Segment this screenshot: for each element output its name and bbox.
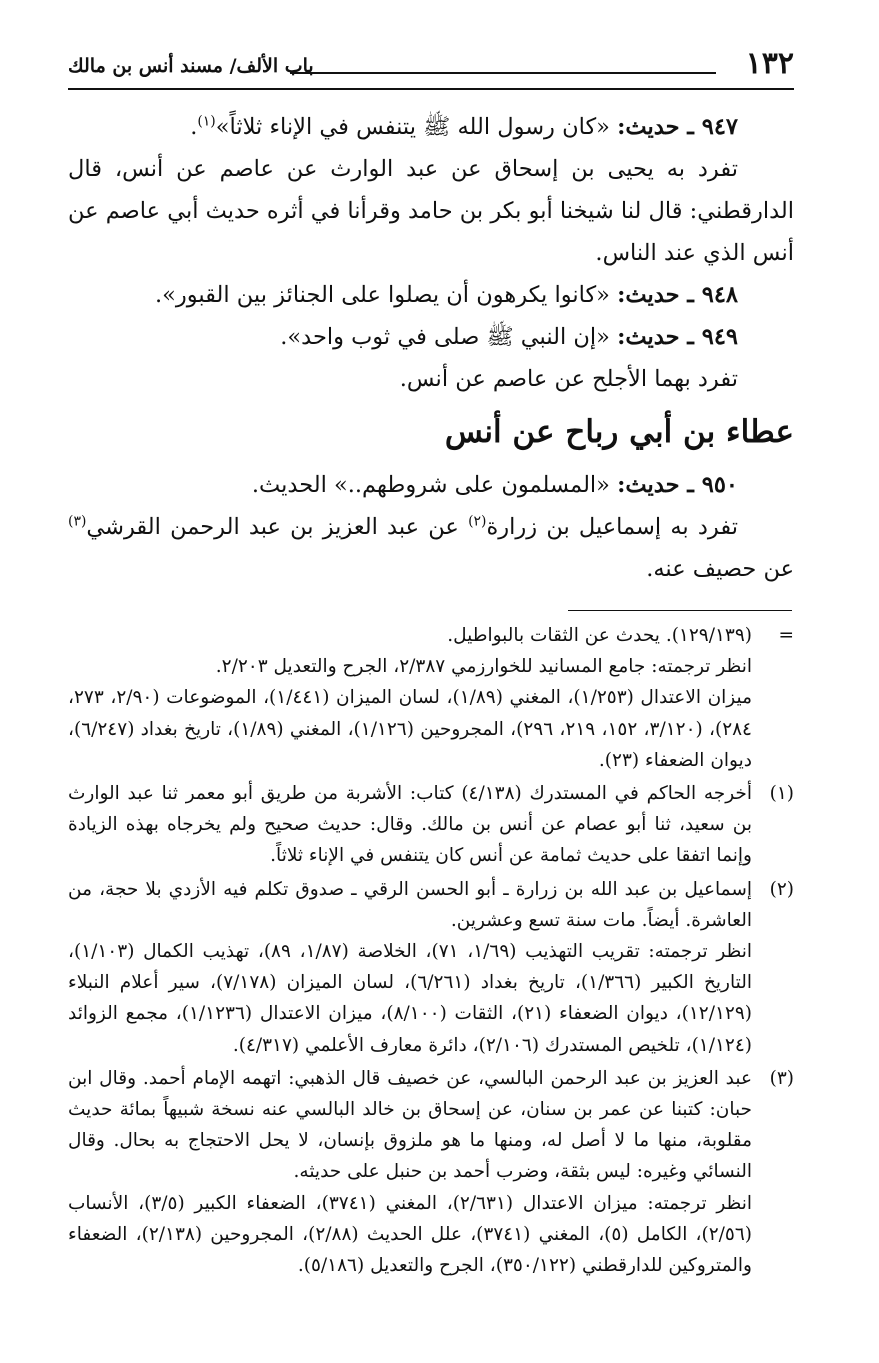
hadith-label: ٩٤٧ ـ حديث: (617, 114, 738, 140)
page-header (68, 44, 794, 92)
footnote-ref[interactable]: (٢) (468, 513, 487, 530)
footnote-mark: (١) (769, 783, 794, 805)
paragraph-947: تفرد به يحيى بن إسحاق عن عبد الوارث عن عاصم عن أنس، قال الدارقطني: قال لنا شيخنا أبو بكر بن حامد وقرأنا في أثره حديث أبي عاصم عن أنس الذي عند الناس. (68, 156, 794, 266)
footnote-3: (٣) عبد العزيز بن عبد الرحمن البالسي، عن خصيف قال الذهبي: اتهمه الإمام أحمد. وقال ابن حبان: كتبنا عن عمر بن سنان، عن إسحاق بن خالد البالسي عنه نسخة شبيهاً بمائة حديث مقلوبة، منها ما لا أصل له، ومنها ما هو ملزوق بإنسان، لا يحل الاحتجاج به بحال. وقال النسائي وغيره: ليس بثقة، وضرب أحمد بن حنبل على حديثه. انظر ترجمته: ميزان الاعتدال (٢/٦٣١)، المغني (٣٧٤١)، الضعفاء الكبير (٣/٥)، الأنساب (٢/٥٦)، الكامل (٥)، المغني (٣٧٤١)، علل الحديث (٢/٨٨)، المجروحين (٢/١٣٨)، الضعفاء والمتروكين للدارقطني (٣٥٠/١٢٢)، الجرح والتعديل (٥/١٨٦). (68, 1063, 794, 1281)
hadith-text: «إن النبي ﷺ صلى في ثوب واحد». (280, 324, 618, 350)
hadith-949 (68, 316, 794, 358)
footnote-mark: = (778, 625, 794, 646)
hadith-text: «كان رسول الله ﷺ يتنفس في الإناء ثلاثاً» (215, 114, 618, 140)
footnote-mark: (٣) (769, 1067, 794, 1089)
footnote-continuation: = (١٢٩/١٣٩). يحدث عن الثقات بالبواطيل. انظر ترجمته: جامع المسانيد للخوارزمي ٢/٣٨٧، الجرح والتعديل ٢/٢٠٣. ميزان الاعتدال (١/٢٥٣)، المغني (١/٨٩)، لسان الميزان (١/٤٤١)، الموضوعات (٢/٩٠، ٢٧٣، ٢٨٤)، (٣/١٢٠، ١٥٢، ٢١٩، ٢٩٦)، المجروحين (١/١٢٦)، المغني (١/٨٩)، تاريخ بغداد (٦/٢٤٧)، ديوان الضعفاء (٢٣). (68, 620, 794, 776)
page-number: ١٣٢ (745, 46, 794, 81)
hadith-950 (68, 464, 794, 506)
hadith-text: «كانوا يكرهون أن يصلوا على الجنائز بين القبور». (154, 282, 618, 308)
footnote-2: (٢) إسماعيل بن عبد الله بن زرارة ـ أبو الحسن الرقي ـ صدوق تكلم فيه الأزدي بلا حجة، من العاشرة. أيضاً. مات سنة تسع وعشرين. انظر ترجمته: تقريب التهذيب (١/٦٩، ٧١)، الخلاصة (١/٨٧، ٨٩)، تهذيب الكمال (١/١٠٣)، التاريخ الكبير (١/٣٦٦)، تاريخ بغداد (٦/٢٦١)، لسان الميزان (٧/١٧٨)، سير أعلام النبلاء (١٢/١٢٩)، ديوان الضعفاء (٢١)، الثقات (٨/١٠٠)، ميزان الاعتدال (١/١٢٣٦)، مجمع الزوائد (١/١٢٤)، تلخيص المستدرك (٢/١٠٦)، دائرة معارف الأعلمي (٤/٣١٧). (68, 874, 794, 1061)
header-rule (68, 88, 794, 90)
paragraph-950: تفرد به إسماعيل بن زرارة$^{(٢)}$ عن عبد العزيز بن عبد الرحمن القرشي$^{(٣)}$ عن حصيف عنه. (68, 513, 794, 582)
hadith-label: ٩٤٩ ـ حديث: (617, 324, 738, 350)
footnote-mark: (٢) (769, 878, 794, 900)
footnote-separator (568, 610, 792, 611)
hadith-label: ٩٥٠ ـ حديث: (617, 472, 738, 498)
hadith-text: «المسلمون على شروطهم..» الحديث. (251, 472, 618, 498)
paragraph-949: تفرد بهما الأجلح عن عاصم عن أنس. (399, 366, 738, 392)
running-title: باب الألف/ مسند أنس بن مالك (68, 55, 314, 77)
hadith-label: ٩٤٨ ـ حديث: (617, 282, 738, 308)
main-text (68, 106, 794, 590)
footnote-ref[interactable]: (٣) (68, 513, 87, 530)
footnote-1: (١) أخرجه الحاكم في المستدرك (٤/١٣٨) كتاب: الأشربة من طريق أبو معمر ثنا عبد الوارث بن سعيد، ثنا أبو عصام عن أنس بن مالك. وقال: حديث صحيح ولم يخرجاه بهذه الزيادة وإنما اتفقا على حديث ثمامة عن أنس كان يتنفس في الإناء ثلاثاً. (68, 778, 794, 872)
hadith-947: ٩٤٧ ـ حديث: «كان رسول الله ﷺ يتنفس في الإناء ثلاثاً»$^{(١)}$. (190, 113, 738, 140)
section-title: عطاء بن أبي رباح عن أنس (444, 414, 794, 450)
hadith-948 (68, 274, 794, 316)
footnote-ref[interactable]: (١) (197, 113, 216, 130)
footnotes (68, 620, 794, 1281)
header-dash-line (290, 72, 716, 74)
